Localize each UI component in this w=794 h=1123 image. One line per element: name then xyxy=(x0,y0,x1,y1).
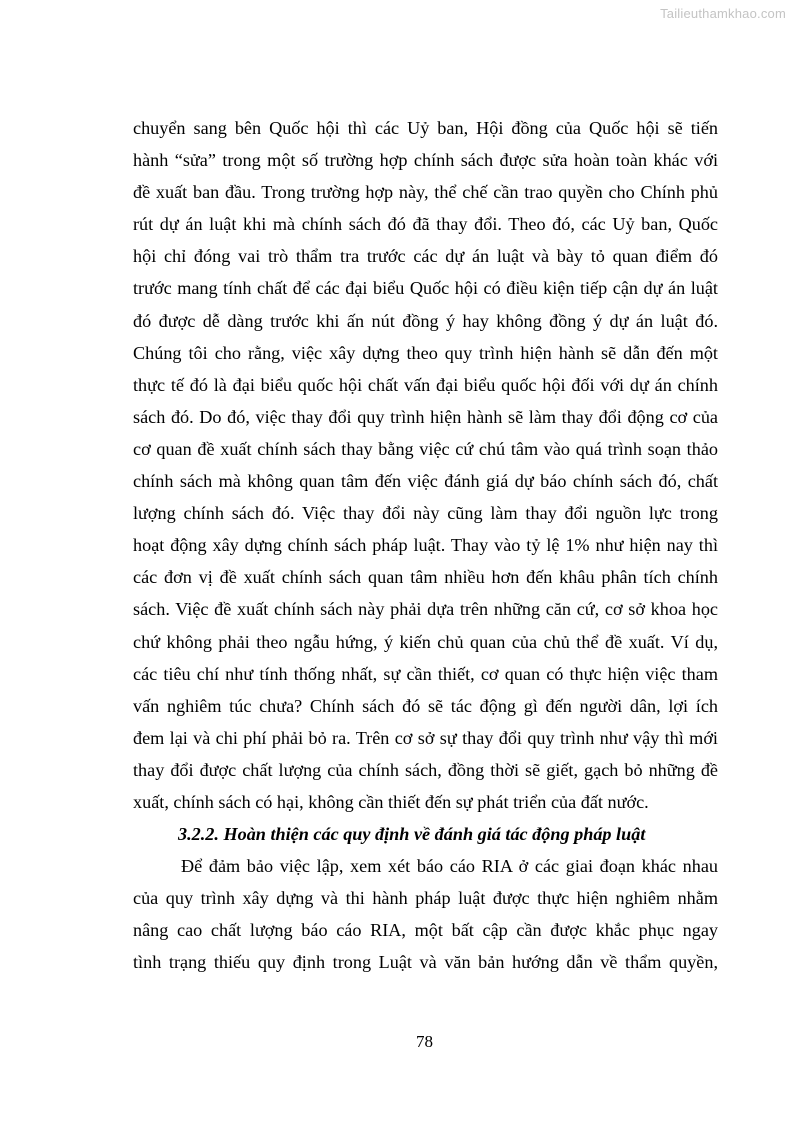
text-line: chứ không phải theo ngẫu hứng, ý kiến chủ quan của chủ thể đề xuất. Ví dụ, xyxy=(133,631,718,652)
text-line: xuất, chính sách có hại, không cần thiết đến sự phát triển của đất nước. xyxy=(133,791,649,812)
text-line: hội chỉ đóng vai trò thẩm tra trước các dự án luật và bày tỏ quan điểm đó xyxy=(133,246,718,267)
text-line: chính sách mà không quan tâm đến việc đánh giá dự báo chính sách đó, chất xyxy=(133,471,718,492)
text-line: lượng chính sách đó. Việc thay đổi này cũng làm thay đổi nguồn lực trong xyxy=(133,503,718,524)
text-line: hành “sửa” trong một số trường hợp chính sách được sửa hoàn toàn khác với xyxy=(133,150,718,171)
text-line: đó được dễ dàng trước khi ấn nút đồng ý hay không đồng ý dự án luật đó. xyxy=(133,310,718,331)
text-line: nâng cao chất lượng báo cáo RIA, một bất cập cần được khắc phục ngay xyxy=(133,920,718,941)
text-line: thực tế đó là đại biểu quốc hội chất vấn đại biểu quốc hội đối với dự án chính xyxy=(133,374,718,395)
text-line: tình trạng thiếu quy định trong Luật và văn bản hướng dẫn về thẩm quyền, xyxy=(133,952,718,973)
text-line: thay đổi được chất lượng của chính sách, đồng thời sẽ giết, gạch bỏ những đề xyxy=(133,759,718,780)
text-line: của quy trình xây dựng và thi hành pháp luật được thực hiện nghiêm nhằm xyxy=(133,888,718,909)
text-line: sách đó. Do đó, việc thay đổi quy trình hiện hành sẽ làm thay đổi động cơ của xyxy=(133,406,718,427)
section-heading: 3.2.2. Hoàn thiện các quy định về đánh giá tác động pháp luật xyxy=(178,824,646,845)
text-line: chuyển sang bên Quốc hội thì các Uỷ ban, Hội đồng của Quốc hội sẽ tiến xyxy=(133,118,718,138)
page-number: 78 xyxy=(416,1032,433,1051)
paragraph-2 xyxy=(133,850,718,978)
text-line: vấn nghiêm túc chưa? Chính sách đó sẽ tác động gì đến người dân, lợi ích xyxy=(133,695,718,716)
text-line: đem lại và chi phí phải bỏ ra. Trên cơ sở sự thay đổi quy trình như vậy thì mới xyxy=(133,727,718,748)
text-line: trước mang tính chất để các đại biểu Quốc hội có điều kiện tiếp cận dự án luật xyxy=(133,278,718,299)
text-line: các tiêu chí như tính thống nhất, sự cần thiết, cơ quan có thực hiện việc tham xyxy=(133,663,718,684)
watermark: Tailieuthamkhao.com xyxy=(660,6,786,21)
text-line: hoạt động xây dựng chính sách pháp luật. Thay vào tỷ lệ 1% như hiện nay thì xyxy=(133,535,718,556)
text-line: sách. Việc đề xuất chính sách này phải dựa trên những căn cứ, cơ sở khoa học xyxy=(133,599,718,620)
text-line: Chúng tôi cho rằng, việc xây dựng theo quy trình hiện hành sẽ dẫn đến một xyxy=(133,342,718,363)
page-body xyxy=(133,112,718,979)
text-line: các đơn vị đề xuất chính sách quan tâm nhiều hơn đến khâu phân tích chính xyxy=(133,567,718,588)
text-line: rút dự án luật khi mà chính sách đó đã thay đổi. Theo đó, các Uỷ ban, Quốc xyxy=(133,214,718,235)
text-line: đề xuất ban đầu. Trong trường hợp này, thể chế cần trao quyền cho Chính phủ xyxy=(133,182,718,203)
text-line: Để đảm bảo việc lập, xem xét báo cáo RIA ở các giai đoạn khác nhau xyxy=(181,856,718,877)
paragraph-1 xyxy=(133,112,718,818)
text-line: cơ quan đề xuất chính sách thay bằng việc cứ chú tâm vào quá trình soạn thảo xyxy=(133,438,718,459)
